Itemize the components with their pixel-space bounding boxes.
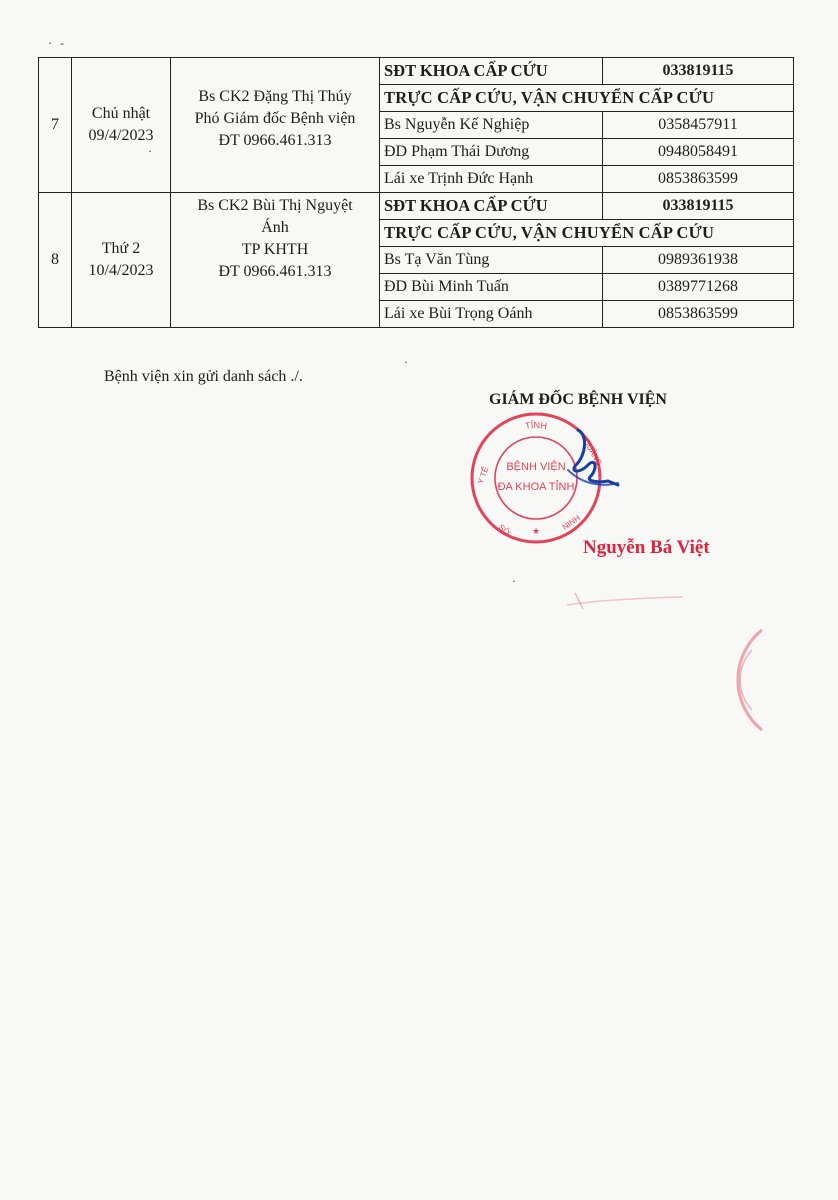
hotline-label: SĐT KHOA CẤP CỨU: [380, 193, 603, 220]
stamp-arc-top: TỈNH: [524, 419, 548, 432]
leader-phone: ĐT 0966.461.313: [218, 263, 332, 280]
leader-phone: ĐT 0966.461.313: [218, 132, 332, 149]
duty-day: [72, 58, 171, 193]
duty-section-header: TRỰC CẤP CỨU, VẬN CHUYỂN CẤP CỨU: [380, 220, 794, 247]
stamp-arc-right: QUẢNG: [581, 437, 604, 468]
hotline-label: SĐT KHOA CẤP CỨU: [380, 58, 603, 85]
staff-name: Lái xe Trịnh Đức Hạnh: [380, 166, 603, 193]
staff-phone: 0989361938: [603, 247, 794, 274]
leader-title: Phó Giám đốc Bệnh viện: [194, 110, 356, 127]
hotline-number: 033819115: [603, 58, 794, 85]
stamp-smudge: [565, 585, 685, 615]
leader-name: Bs CK2 Bùi Thị Nguyệt: [197, 197, 353, 214]
staff-name: Lái xe Bùi Trọng Oánh: [380, 301, 603, 328]
duty-day: [72, 193, 171, 328]
staff-phone: 0853863599: [603, 166, 794, 193]
staff-name: ĐD Phạm Thái Dương: [380, 139, 603, 166]
day-date: 10/4/2023: [88, 262, 154, 279]
duty-roster-table: [38, 57, 794, 328]
table-row: [39, 193, 794, 220]
star-icon: ★: [531, 527, 541, 537]
staff-name: Bs Tạ Văn Tùng: [380, 247, 603, 274]
faded-stamp-imprint: [702, 614, 838, 750]
day-name: Thứ 2: [101, 240, 141, 257]
stamp-arc-bottom-left: SỞ: [496, 522, 512, 538]
scan-speck: -: [60, 36, 64, 50]
staff-name: Bs Nguyễn Kế Nghiệp: [380, 112, 603, 139]
staff-phone: 0853863599: [603, 301, 794, 328]
row-number: 7: [39, 58, 72, 193]
stamp-arc-left: Y TẾ: [475, 465, 491, 486]
leader-name: Bs CK2 Đặng Thị Thúy: [198, 88, 352, 105]
duty-section-header: TRỰC CẤP CỨU, VẬN CHUYỂN CẤP CỨU: [380, 85, 794, 112]
scan-speck: ·: [404, 355, 408, 369]
stamp-line-1: BỆNH VIỆN: [506, 461, 566, 473]
table-row: [39, 58, 794, 85]
leader-on-duty: [171, 193, 380, 328]
leader-on-duty: [171, 58, 380, 193]
scan-speck: ·: [148, 144, 152, 158]
signer-name: Nguyễn Bá Việt: [583, 537, 710, 558]
director-title: GIÁM ĐỐC BỆNH VIỆN: [489, 391, 667, 408]
stamp-arc-bottom-right: NINH: [560, 513, 582, 532]
scan-speck: ·: [512, 574, 516, 588]
hotline-number: 033819115: [603, 193, 794, 220]
day-date: 09/4/2023: [88, 127, 154, 144]
leader-title: TP KHTH: [241, 241, 309, 258]
stamp-line-2: ĐA KHOA TỈNH: [497, 481, 575, 493]
staff-name: ĐD Bùi Minh Tuấn: [380, 274, 603, 301]
day-name: Chủ nhật: [91, 105, 151, 122]
closing-sentence: Bệnh viện xin gửi danh sách ./.: [104, 368, 303, 385]
staff-phone: 0389771268: [603, 274, 794, 301]
leader-name-cont: Ánh: [261, 219, 289, 236]
director-signature: [548, 425, 628, 495]
row-number: 8: [39, 193, 72, 328]
staff-phone: 0948058491: [603, 139, 794, 166]
staff-phone: 0358457911: [603, 112, 794, 139]
scan-speck: ·: [48, 36, 52, 50]
